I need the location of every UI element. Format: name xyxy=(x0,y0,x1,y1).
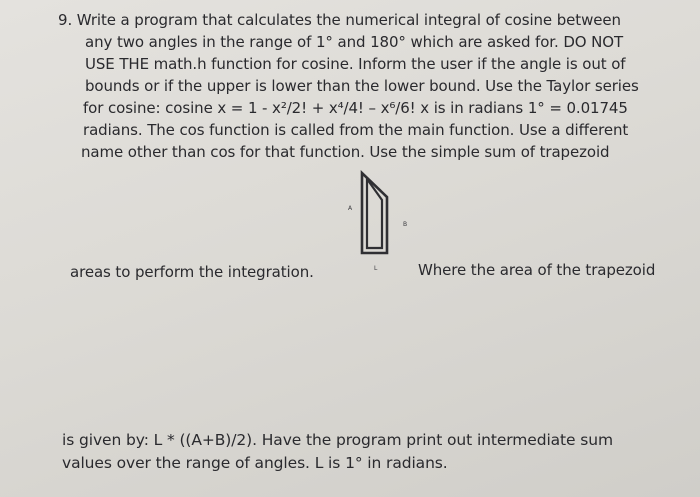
text-line-1: 9. Write a program that calculates the numerical integral of cosine between xyxy=(58,11,621,29)
text-line-11: values over the range of angles. L is 1° in radians. xyxy=(62,454,448,472)
text-line-6: radians. The cos function is called from the main function. Use a different xyxy=(83,121,629,139)
text-line-4: bounds or if the upper is lower than the lower bound. Use the Taylor series xyxy=(85,77,639,95)
text-line-7: name other than cos for that function. Use the simple sum of trapezoid xyxy=(81,143,610,161)
text-line-8: areas to perform the integration. xyxy=(70,263,314,281)
label-b: B xyxy=(403,221,408,228)
label-a: A xyxy=(348,205,353,212)
label-l: L xyxy=(374,265,378,272)
trapezoid-diagram xyxy=(340,165,420,275)
text-line-3: USE THE math.h function for cosine. Inform the user if the angle is out of xyxy=(85,55,626,73)
text-line-9: Where the area of the trapezoid xyxy=(418,261,656,279)
text-line-10: is given by: L * ((A+B)/2). Have the program print out intermediate sum xyxy=(62,431,613,449)
trapezoid-icon xyxy=(340,165,420,275)
text-line-5: for cosine: cosine x = 1 - x²/2! + x⁴/4! – x⁶/6! x is in radians 1° = 0.01745 xyxy=(83,99,628,117)
text-line-2: any two angles in the range of 1° and 180° which are asked for. DO NOT xyxy=(85,33,624,51)
